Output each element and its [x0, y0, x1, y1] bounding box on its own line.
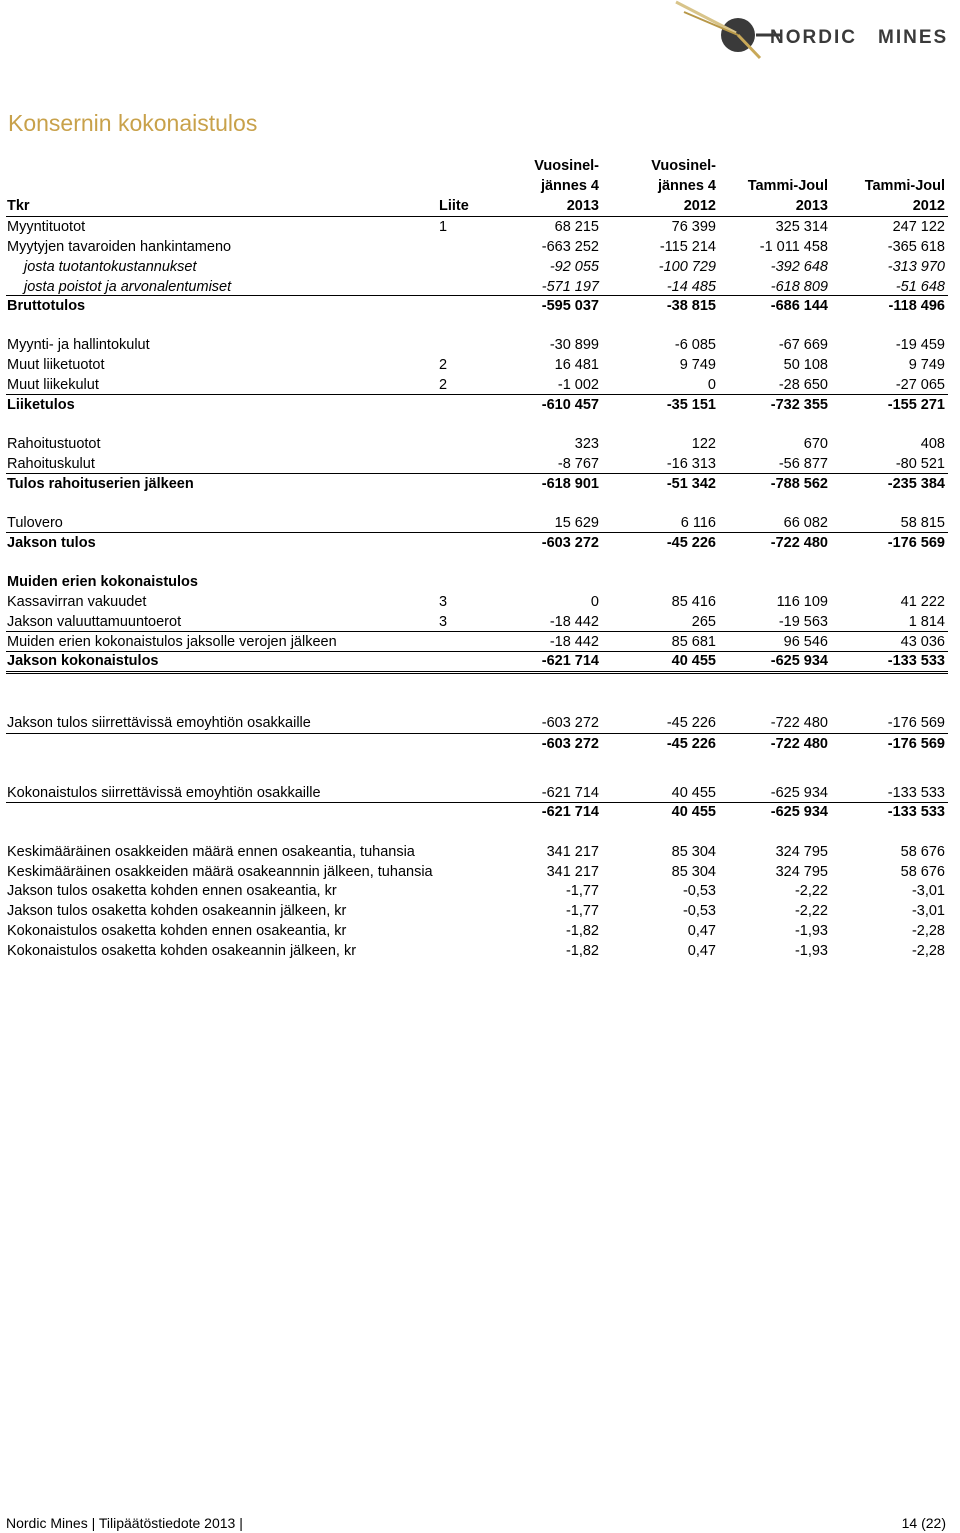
row-value: -621 714	[541, 804, 599, 820]
table-row	[0, 218, 960, 237]
subtotal-divider	[6, 295, 948, 296]
table-row	[0, 593, 960, 612]
logo-text-mines: MINES	[878, 27, 949, 48]
row-value: -722 480	[770, 736, 828, 752]
row-value: -625 934	[770, 653, 828, 669]
row-value: -3,01	[911, 903, 945, 919]
row-label: Myynti- ja hallintokulut	[7, 337, 150, 353]
row-value: 408	[920, 436, 945, 452]
header-col1-l3: 2013	[566, 198, 599, 214]
row-value: -133 533	[887, 653, 945, 669]
row-value: -133 533	[887, 785, 945, 801]
row-value: -2,28	[911, 943, 945, 959]
row-label: Keskimääräinen osakkeiden määrä osakeannnin jälkeen, tuhansia	[7, 864, 433, 880]
row-note: 2	[439, 377, 448, 393]
row-value: 0,47	[687, 943, 716, 959]
header-tkr: Tkr	[7, 198, 30, 214]
table-row	[0, 534, 960, 553]
row-value: 85 304	[671, 864, 716, 880]
row-value: -1,77	[565, 903, 599, 919]
header-col2-l1: Vuosinel-	[651, 158, 716, 174]
row-label: Tulos rahoituserien jälkeen	[7, 476, 194, 492]
table-row	[0, 942, 960, 961]
row-label: Myytyjen tavaroiden hankintameno	[7, 239, 232, 255]
row-value: -618 809	[770, 279, 828, 295]
row-value: -732 355	[770, 397, 828, 413]
row-value: 85 416	[671, 594, 716, 610]
row-value: -621 714	[541, 785, 599, 801]
row-label: Muiden erien kokonaistulos	[7, 574, 198, 590]
row-value: 96 546	[783, 634, 828, 650]
page-title: Konsernin kokonaistulos	[8, 110, 258, 136]
row-value: -80 521	[895, 456, 945, 472]
row-value: -2,28	[911, 923, 945, 939]
row-value: 66 082	[783, 515, 828, 531]
header-liite: Liite	[439, 198, 469, 214]
row-value: -51 648	[895, 279, 945, 295]
table-row	[0, 922, 960, 941]
row-value: -1,82	[565, 943, 599, 959]
table-row	[0, 376, 960, 395]
header-col1-l2: jännes 4	[540, 178, 599, 194]
footer-document-title: Nordic Mines | Tilipäätöstiedote 2013 |	[6, 1515, 243, 1531]
table-row	[0, 633, 960, 652]
row-label: Jakson tulos osaketta kohden osakeannin jälkeen, kr	[7, 903, 347, 919]
row-value: -313 970	[887, 259, 945, 275]
row-value: -1,82	[565, 923, 599, 939]
row-value: 323	[574, 436, 599, 452]
row-label: Tulovero	[7, 515, 63, 531]
row-value: -176 569	[887, 535, 945, 551]
row-value: 341 217	[546, 844, 599, 860]
table-row	[0, 863, 960, 882]
row-value: 265	[691, 614, 716, 630]
row-value: 325 314	[775, 219, 828, 235]
row-value: -1,93	[794, 923, 828, 939]
row-label: josta poistot ja arvonalentumiset	[24, 279, 232, 295]
row-label: Muut liiketuotot	[7, 357, 105, 373]
row-value: -1 002	[557, 377, 599, 393]
row-label: Liiketulos	[7, 397, 75, 413]
row-value: 58 815	[900, 515, 945, 531]
row-value: -27 065	[895, 377, 945, 393]
row-value: -722 480	[770, 715, 828, 731]
row-value: -18 442	[549, 634, 599, 650]
row-value: -45 226	[666, 736, 716, 752]
subtotal-divider	[6, 733, 948, 734]
table-row	[0, 882, 960, 901]
row-value: 122	[691, 436, 716, 452]
table-row	[0, 735, 960, 754]
row-value: -235 384	[887, 476, 945, 492]
row-value: -19 563	[778, 614, 828, 630]
row-label: Jakson tulos siirrettävissä emoyhtiön osakkaille	[7, 715, 311, 731]
header-row-1	[0, 157, 960, 176]
row-value: -1 011 458	[759, 239, 828, 255]
row-value: -0,53	[682, 883, 716, 899]
row-value: -603 272	[541, 715, 599, 731]
row-value: 68 215	[554, 219, 599, 235]
row-label: Keskimääräinen osakkeiden määrä ennen osakeantia, tuhansia	[7, 844, 415, 860]
row-value: -6 085	[674, 337, 716, 353]
table-row	[0, 396, 960, 415]
row-value: -610 457	[541, 397, 599, 413]
row-value: -155 271	[887, 397, 945, 413]
row-value: 0	[707, 377, 716, 393]
header-col4-l3: 2012	[912, 198, 945, 214]
row-label: Jakson tulos osaketta kohden ennen osakeantia, kr	[7, 883, 337, 899]
row-note: 3	[439, 594, 448, 610]
table-row	[0, 613, 960, 632]
row-value: -19 459	[895, 337, 945, 353]
page-footer	[6, 1514, 956, 1532]
row-value: -2,22	[794, 883, 828, 899]
row-label: Kokonaistulos siirrettävissä emoyhtiön osakkaille	[7, 785, 321, 801]
row-value: -51 342	[666, 476, 716, 492]
row-value: -3,01	[911, 883, 945, 899]
row-value: -56 877	[778, 456, 828, 472]
header-col3-l3: 2013	[795, 198, 828, 214]
row-value: 40 455	[671, 653, 716, 669]
row-value: -621 714	[541, 653, 599, 669]
row-value: 324 795	[775, 844, 828, 860]
row-value: -603 272	[541, 535, 599, 551]
row-value: 16 481	[554, 357, 599, 373]
row-note: 1	[439, 219, 448, 235]
table-row	[0, 356, 960, 375]
row-value: -28 650	[778, 377, 828, 393]
table-row	[0, 238, 960, 257]
row-value: 0,47	[687, 923, 716, 939]
row-value: -392 648	[770, 259, 828, 275]
row-value: -30 899	[549, 337, 599, 353]
row-value: 0	[590, 594, 599, 610]
row-label: Kokonaistulos osaketta kohden ennen osakeantia, kr	[7, 923, 347, 939]
row-value: -625 934	[770, 785, 828, 801]
row-label: Myyntituotot	[7, 219, 86, 235]
row-value: -663 252	[541, 239, 599, 255]
header-divider	[6, 216, 948, 217]
row-value: -18 442	[549, 614, 599, 630]
row-value: -595 037	[541, 298, 599, 314]
row-value: 670	[803, 436, 828, 452]
row-value: -603 272	[541, 736, 599, 752]
row-value: -2,22	[794, 903, 828, 919]
row-value: -1,93	[794, 943, 828, 959]
row-value: 85 304	[671, 844, 716, 860]
row-value: 85 681	[671, 634, 716, 650]
row-value: -14 485	[666, 279, 716, 295]
row-note: 3	[439, 614, 448, 630]
row-value: -45 226	[666, 535, 716, 551]
header-col2-l2: jännes 4	[657, 178, 716, 194]
row-value: 40 455	[671, 785, 716, 801]
row-label: Muiden erien kokonaistulos jaksolle verojen jälkeen	[7, 634, 337, 650]
row-value: -788 562	[770, 476, 828, 492]
table-row	[0, 803, 960, 822]
table-row	[0, 514, 960, 533]
row-label: josta tuotantokustannukset	[24, 259, 197, 275]
row-value: 76 399	[671, 219, 716, 235]
table-row	[0, 297, 960, 316]
row-value: -176 569	[887, 715, 945, 731]
row-value: -133 533	[887, 804, 945, 820]
row-label: Rahoitustuotot	[7, 436, 101, 452]
logo-text-nordic: NORDIC	[770, 27, 857, 48]
row-label: Jakson tulos	[7, 535, 96, 551]
row-value: -0,53	[682, 903, 716, 919]
row-value: 40 455	[671, 804, 716, 820]
subtotal-divider	[6, 473, 948, 474]
row-value: -92 055	[549, 259, 599, 275]
row-value: 6 116	[680, 515, 716, 531]
row-value: -176 569	[887, 736, 945, 752]
row-label: Bruttotulos	[7, 298, 86, 314]
row-value: 15 629	[554, 515, 599, 531]
row-value: -100 729	[658, 259, 716, 275]
row-label: Kassavirran vakuudet	[7, 594, 147, 610]
row-value: -8 767	[557, 456, 599, 472]
row-label: Muut liikekulut	[7, 377, 99, 393]
row-value: 50 108	[783, 357, 828, 373]
row-value: -45 226	[666, 715, 716, 731]
company-logo	[672, 0, 960, 70]
row-label: Rahoituskulut	[7, 456, 95, 472]
row-value: -686 144	[770, 298, 828, 314]
table-row	[0, 784, 960, 803]
header-row-3	[0, 197, 960, 216]
subtotal-divider	[6, 394, 948, 395]
header-col2-l3: 2012	[683, 198, 716, 214]
table-row	[0, 902, 960, 921]
row-value: -618 901	[541, 476, 599, 492]
row-value: -16 313	[666, 456, 716, 472]
row-value: -115 214	[659, 239, 716, 255]
header-col1-l1: Vuosinel-	[534, 158, 599, 174]
subtotal-divider	[6, 532, 948, 533]
row-value: 9 749	[679, 357, 716, 373]
row-value: -38 815	[666, 298, 716, 314]
row-value: -1,77	[565, 883, 599, 899]
header-col3-l2: Tammi-Joul	[747, 178, 828, 194]
table-row	[0, 336, 960, 355]
row-value: -118 496	[888, 298, 945, 314]
table-row	[0, 843, 960, 862]
header-col4-l2: Tammi-Joul	[864, 178, 945, 194]
footer-page-number: 14 (22)	[901, 1515, 946, 1531]
row-value: 1 814	[908, 614, 945, 630]
table-row	[0, 714, 960, 733]
row-value: -625 934	[770, 804, 828, 820]
row-value: 43 036	[900, 634, 945, 650]
table-row	[0, 435, 960, 454]
row-value: 58 676	[900, 844, 945, 860]
row-label: Jakson kokonaistulos	[7, 653, 159, 669]
row-value: 341 217	[546, 864, 599, 880]
row-value: -35 151	[666, 397, 716, 413]
row-value: 324 795	[775, 864, 828, 880]
total-double-divider	[6, 671, 948, 674]
row-value: 116 109	[776, 594, 828, 610]
row-label: Kokonaistulos osaketta kohden osakeannin jälkeen, kr	[7, 943, 357, 959]
row-label: Jakson valuuttamuuntoerot	[7, 614, 182, 630]
table-row	[0, 258, 960, 277]
section-heading	[0, 573, 960, 592]
row-value: 247 122	[892, 219, 945, 235]
table-row	[0, 455, 960, 474]
row-value: -365 618	[887, 239, 945, 255]
row-value: -571 197	[541, 279, 599, 295]
table-row	[0, 652, 960, 671]
row-note: 2	[439, 357, 448, 373]
row-value: -67 669	[778, 337, 828, 353]
row-value: 9 749	[908, 357, 945, 373]
header-row-2	[0, 177, 960, 196]
table-row	[0, 475, 960, 494]
row-value: 58 676	[900, 864, 945, 880]
subtotal-divider	[6, 631, 948, 632]
row-value: 41 222	[900, 594, 945, 610]
row-value: -722 480	[770, 535, 828, 551]
